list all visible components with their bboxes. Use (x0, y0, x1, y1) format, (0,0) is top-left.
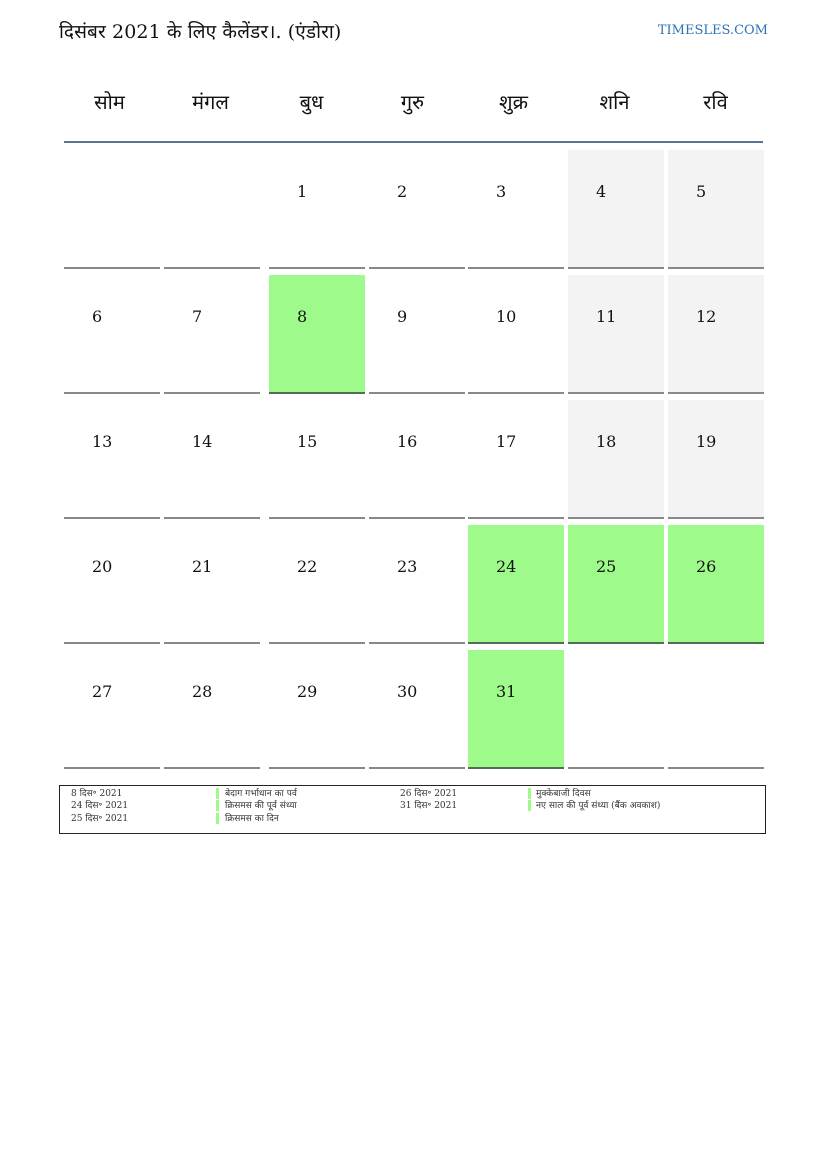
day-number: 16 (397, 432, 418, 451)
day-number: 18 (596, 432, 617, 451)
day-cell (369, 525, 465, 644)
legend-date: 31 दिस॰ 2021 (400, 801, 458, 811)
day-cell (164, 400, 260, 519)
day-number: 9 (397, 307, 408, 326)
day-cell (568, 400, 664, 519)
day-number: 30 (397, 682, 418, 701)
day-cell (269, 400, 365, 519)
day-number: 19 (696, 432, 717, 451)
legend-date: 25 दिस॰ 2021 (71, 814, 129, 824)
day-number: 15 (297, 432, 318, 451)
day-number: 14 (192, 432, 213, 451)
legend-color-bar (216, 788, 219, 799)
legend-holiday-name: बेदाग गर्भाधान का पर्व (225, 789, 297, 799)
day-number: 26 (696, 557, 717, 576)
day-number: 7 (192, 307, 203, 326)
empty-day-cell (64, 150, 160, 269)
day-number: 4 (596, 182, 607, 201)
day-cell (64, 400, 160, 519)
legend-color-bar (528, 800, 531, 811)
day-cell (64, 650, 160, 769)
site-link[interactable]: TIMESLES.COM (657, 23, 768, 38)
day-number: 6 (92, 307, 103, 326)
weekday-thu: गुरु (400, 90, 425, 114)
day-cell (668, 150, 764, 269)
weekday-sat: शनि (599, 90, 630, 114)
day-number: 28 (192, 682, 213, 701)
day-cell (64, 275, 160, 394)
legend-date: 24 दिस॰ 2021 (71, 801, 129, 811)
day-cell (468, 275, 564, 394)
weekday-sun: रवि (703, 90, 728, 114)
day-number: 11 (596, 307, 617, 326)
day-number: 13 (92, 432, 113, 451)
holiday-day-cell (269, 275, 365, 394)
day-number: 5 (696, 182, 707, 201)
day-number: 27 (92, 682, 113, 701)
day-cell (468, 150, 564, 269)
day-cell (269, 650, 365, 769)
day-number: 31 (496, 682, 517, 701)
legend-color-bar (216, 813, 219, 824)
legend-holiday-name: मुक्केबाजी दिवस (536, 789, 591, 799)
day-number: 29 (297, 682, 318, 701)
day-cell (64, 525, 160, 644)
holiday-day-cell (668, 525, 764, 644)
weekday-fri: शुक्र (499, 90, 528, 114)
empty-day-cell (568, 650, 664, 769)
day-number: 2 (397, 182, 408, 201)
legend-color-bar (216, 800, 219, 811)
day-cell (568, 275, 664, 394)
legend-date: 26 दिस॰ 2021 (400, 789, 458, 799)
day-number: 22 (297, 557, 318, 576)
day-cell (369, 275, 465, 394)
weekday-wed: बुध (299, 90, 324, 114)
day-cell (164, 275, 260, 394)
day-cell (668, 275, 764, 394)
day-number: 8 (297, 307, 308, 326)
day-number: 17 (496, 432, 517, 451)
day-number: 12 (696, 307, 717, 326)
empty-day-cell (668, 650, 764, 769)
day-number: 21 (192, 557, 213, 576)
day-cell (269, 525, 365, 644)
day-number: 10 (496, 307, 517, 326)
legend-color-bar (528, 788, 531, 799)
day-number: 24 (496, 557, 517, 576)
day-number: 1 (297, 182, 308, 201)
day-cell (164, 650, 260, 769)
day-cell (164, 525, 260, 644)
holiday-day-cell (468, 525, 564, 644)
weekday-header-row (59, 88, 768, 120)
day-cell (668, 400, 764, 519)
day-cell (269, 150, 365, 269)
day-number: 20 (92, 557, 113, 576)
weekday-mon: सोम (94, 90, 125, 114)
day-cell (568, 150, 664, 269)
day-number: 23 (397, 557, 418, 576)
holiday-legend (59, 785, 766, 834)
day-number: 3 (496, 182, 507, 201)
day-number: 25 (596, 557, 617, 576)
legend-date: 8 दिस॰ 2021 (71, 789, 123, 799)
page-title: दिसंबर 2021 के लिए कैलेंडर।. (एंडोरा) (59, 21, 342, 43)
header-divider (64, 141, 763, 143)
legend-holiday-name: क्रिसमस का दिन (225, 814, 279, 824)
weekday-tue: मंगल (192, 90, 229, 114)
holiday-day-cell (468, 650, 564, 769)
legend-holiday-name: नए साल की पूर्व संध्या (बैंक अवकाश) (536, 801, 661, 811)
day-cell (468, 400, 564, 519)
holiday-day-cell (568, 525, 664, 644)
day-cell (369, 650, 465, 769)
empty-day-cell (164, 150, 260, 269)
day-cell (369, 150, 465, 269)
legend-holiday-name: क्रिसमस की पूर्व संध्या (225, 801, 297, 811)
day-cell (369, 400, 465, 519)
